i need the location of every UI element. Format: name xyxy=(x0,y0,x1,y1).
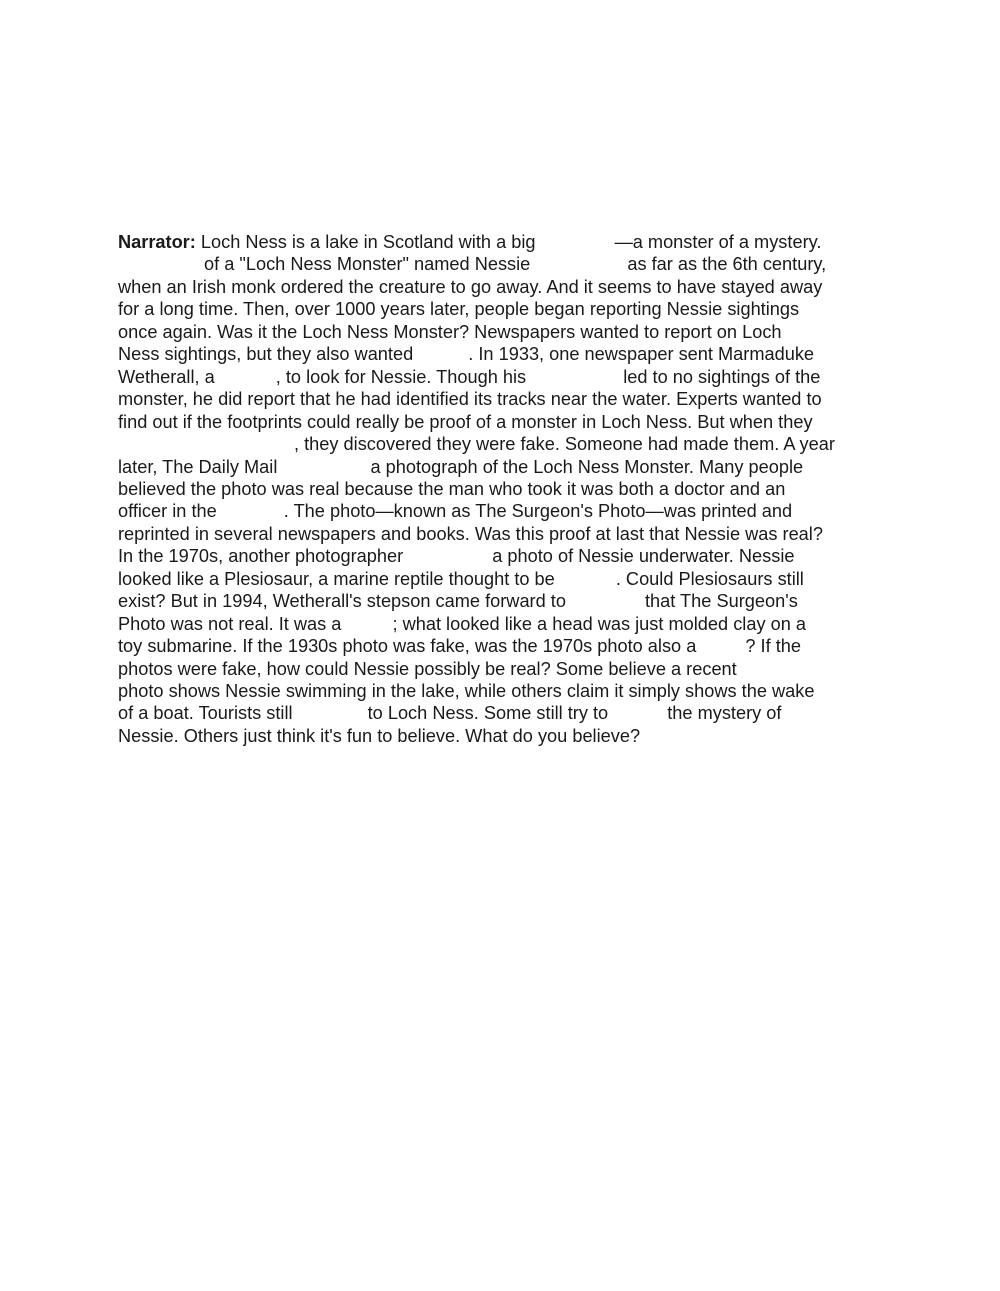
passage-text: looked like a Plesiosaur, a marine reptile thought to be xyxy=(118,568,560,589)
passage-text: led to no sightings of the xyxy=(623,366,821,387)
answer-blank-11[interactable] xyxy=(560,569,616,588)
passage-text: ? If the xyxy=(745,636,802,657)
answer-blank-15[interactable] xyxy=(298,703,368,722)
passage-text: exist? But in 1994, Wetherall's stepson came forward to xyxy=(118,591,571,612)
passage-line xyxy=(118,478,785,500)
passage-line xyxy=(118,500,792,522)
answer-blank-6[interactable] xyxy=(531,367,623,386)
answer-blank-4[interactable] xyxy=(418,344,468,363)
passage-line xyxy=(118,298,799,320)
passage-text: photos were fake, how could Nessie possibly be real? Some believe a recent xyxy=(118,658,737,679)
passage-text: Loch Ness is a lake in Scotland with a big xyxy=(200,232,541,252)
passage-line xyxy=(118,276,822,298)
answer-blank-10[interactable] xyxy=(408,546,492,565)
passage-line xyxy=(118,411,813,433)
passage-text: a photo of Nessie underwater. Nessie xyxy=(492,546,795,567)
passage-line xyxy=(118,635,801,657)
passage-line xyxy=(118,253,826,275)
answer-blank-3[interactable] xyxy=(535,254,627,273)
answer-blank-12[interactable] xyxy=(571,591,645,610)
passage-line xyxy=(118,658,737,680)
passage-text: monster, he did report that he had identified its tracks near the water. Experts wanted to xyxy=(118,389,822,410)
passage-line xyxy=(118,613,806,635)
passage-line xyxy=(118,568,804,590)
answer-blank-14[interactable] xyxy=(701,636,745,655)
passage-text: Wetherall, a xyxy=(118,366,220,387)
passage-text: a photograph of the Loch Ness Monster. Many people xyxy=(370,456,804,477)
passage-line xyxy=(118,388,822,410)
passage-line xyxy=(118,231,821,253)
passage-text: . In 1933, one newspaper sent Marmaduke xyxy=(468,344,815,365)
passage-text: reprinted in several newspapers and books. Was this proof at last that Nessie was real? xyxy=(118,523,823,544)
passage-line xyxy=(118,343,814,365)
passage-line xyxy=(118,433,835,455)
passage-text: Photo was not real. It was a xyxy=(118,613,347,634)
passage-text: when an Irish monk ordered the creature to go away. And it seems to have stayed away xyxy=(118,276,823,297)
answer-blank-5[interactable] xyxy=(220,367,276,386)
answer-blank-9[interactable] xyxy=(222,501,284,520)
passage-line xyxy=(118,456,803,478)
passage-text: Nessie. Others just think it's fun to believe. What do you believe? xyxy=(118,725,641,746)
passage-line xyxy=(118,545,795,567)
passage-text: as far as the 6th century, xyxy=(627,254,827,275)
answer-blank-8[interactable] xyxy=(282,457,370,476)
passage-text: later, The Daily Mail xyxy=(118,456,283,477)
passage-line xyxy=(118,702,781,724)
passage-text: In the 1970s, another photographer xyxy=(118,546,409,567)
passage-text: photo shows Nessie swimming in the lake, while others claim it simply shows the wake xyxy=(118,681,815,701)
passage-line xyxy=(118,321,782,343)
passage-text: find out if the footprints could really be proof of a monster in Loch Ness. But when they xyxy=(118,411,813,432)
passage-text: officer in the xyxy=(118,501,222,522)
passage-text: believed the photo was real because the man who took it was both a doctor and an xyxy=(118,478,786,499)
passage-text: to Loch Ness. Some still try to xyxy=(367,703,614,724)
passage-line xyxy=(118,366,820,388)
speaker-label: Narrator: xyxy=(118,232,201,252)
passage-text: toy submarine. If the 1930s photo was fake, was the 1970s photo also a xyxy=(118,636,702,657)
passage-text: for a long time. Then, over 1000 years later, people began reporting Nessie sightings xyxy=(118,299,800,320)
passage-line xyxy=(118,725,640,747)
passage-text: , they discovered they were fake. Someone had made them. A year xyxy=(294,434,835,455)
passage-text: that The Surgeon's xyxy=(645,591,798,612)
passage-text: —a monster of a mystery. xyxy=(614,232,822,252)
passage-text: the mystery of xyxy=(667,703,782,724)
passage-text: . Could Plesiosaurs still xyxy=(615,568,804,589)
passage-text: , to look for Nessie. Though his xyxy=(275,366,532,387)
passage-text: once again. Was it the Loch Ness Monster? Newspapers wanted to report on Loch xyxy=(118,321,782,342)
passage-text: Ness sightings, but they also wanted xyxy=(118,344,419,365)
passage-text: of a boat. Tourists still xyxy=(118,703,298,724)
answer-blank-13[interactable] xyxy=(346,614,392,633)
answer-blank-1[interactable] xyxy=(541,232,615,251)
passage-line xyxy=(118,523,823,545)
answer-blank-2[interactable] xyxy=(118,254,204,273)
passage-line xyxy=(118,680,814,702)
answer-blank-7[interactable] xyxy=(118,434,294,453)
answer-blank-16[interactable] xyxy=(613,703,667,722)
passage-text: ; what looked like a head was just molded clay on a xyxy=(392,613,806,634)
passage-text: . The photo—known as The Surgeon's Photo—was printed and xyxy=(283,501,793,522)
passage-text: of a "Loch Ness Monster" named Nessie xyxy=(204,254,536,275)
passage-line xyxy=(118,590,798,612)
